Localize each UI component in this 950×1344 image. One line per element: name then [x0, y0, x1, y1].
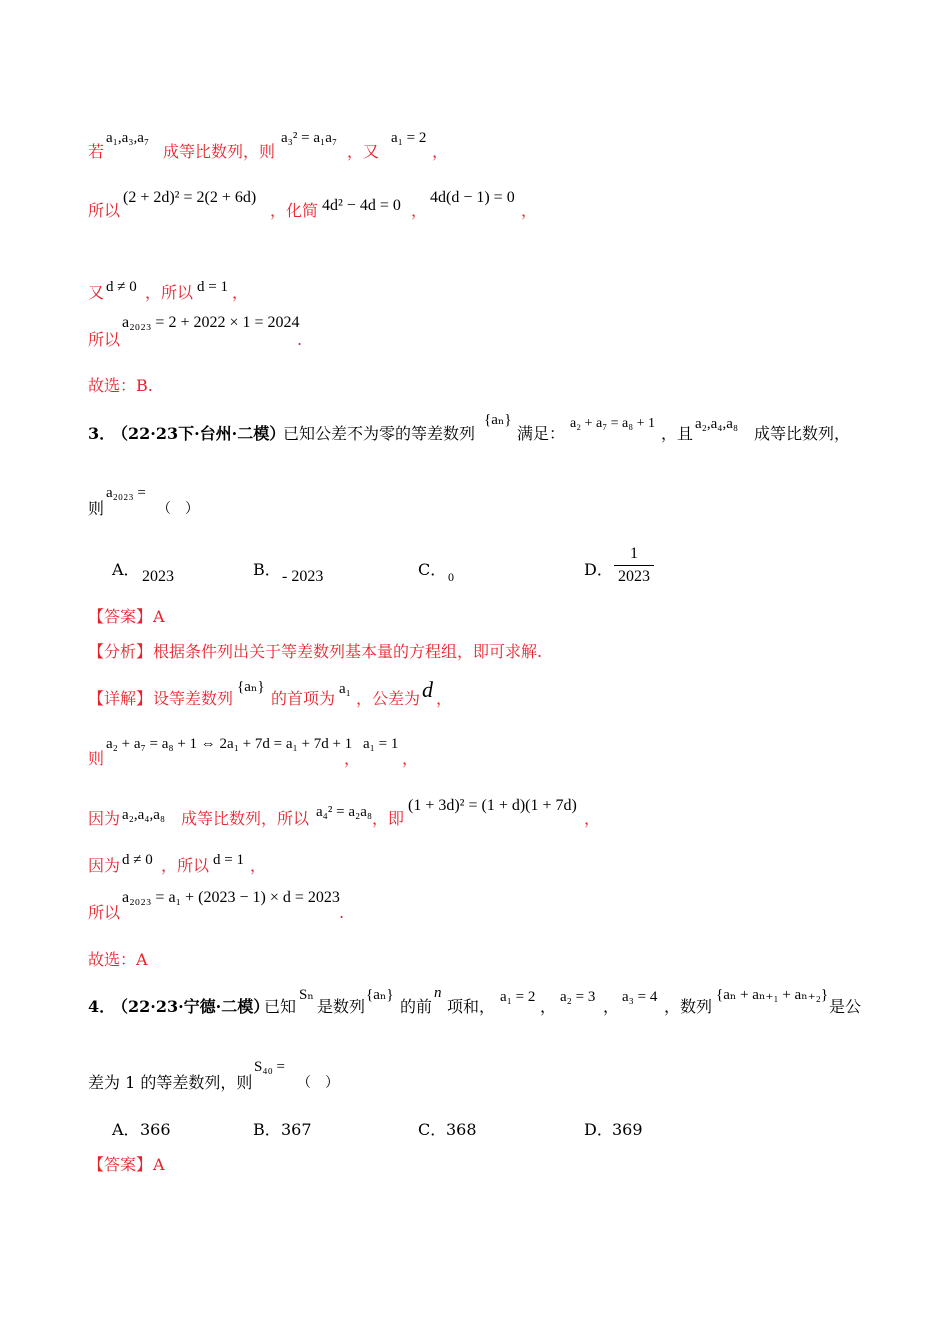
math-eq2: d = 1 [213, 852, 244, 868]
option-value-c: 0 [448, 570, 454, 584]
math-a1: a₁ = 2 [391, 130, 427, 146]
text-cheng: 成等比数列，则 [163, 142, 276, 161]
option-value-a: 366 [140, 1120, 171, 1139]
math-seq: a₁,a₃,a₇ [106, 130, 150, 146]
text-end: ， [432, 142, 449, 161]
option-label-a: A． [112, 1120, 140, 1139]
question-text: 是公 [829, 997, 862, 1016]
text-guxuan: 故选：B. [88, 376, 153, 395]
question-text: ， [540, 997, 557, 1016]
math-d: d [422, 677, 433, 702]
option-label-b: B． [253, 1120, 281, 1139]
math-eq2: (1 + 3d)² = (1 + d)(1 + 7d) [408, 797, 577, 814]
question-text: 满足： [517, 424, 566, 443]
math-eq: d ≠ 0 [122, 852, 153, 868]
option-label-d: D． [584, 1120, 613, 1139]
question-number: 4． [88, 997, 116, 1016]
math-seq2: a₂,a₄,a₈ [695, 416, 739, 432]
answer-tag: 【答案】 [88, 607, 153, 626]
question-text: 成等比数列， [754, 424, 851, 443]
question-text: ，且 [661, 424, 694, 443]
text-suoyi: 所以 [88, 330, 121, 349]
answer-paren: （ ） [157, 501, 199, 517]
fraction-numerator: 1 [630, 545, 638, 562]
text-you: ，又 [347, 142, 380, 161]
math-eq: a₂ + a₇ = a₈ + 1 ⇔ 2a₁ + 7d = a₁ + 7d + 1 [106, 736, 353, 752]
math-seq2: {aₙ + aₙ₊₁ + aₙ₊₂} [716, 987, 829, 1003]
math-eq2: 4d² − 4d = 0 [322, 197, 401, 214]
math-cond: a₂ + a₇ = a₈ + 1 [570, 416, 655, 431]
answer-tag: 【答案】 [88, 1155, 153, 1174]
detail-text: ， [344, 749, 361, 768]
math-sn: Sₙ [299, 987, 314, 1003]
question-text: 已知公差不为零的等差数列 [283, 424, 476, 443]
detail-text: . [339, 903, 345, 922]
final-answer: 故选：A [88, 950, 148, 969]
math-a3: a₃ = 4 [622, 989, 658, 1005]
math-a1: a₁ [339, 681, 351, 697]
math-seq: {aₙ} [237, 679, 265, 695]
math-eq: a₄² = a₂a₈ [316, 804, 373, 820]
option-value-b: - 2023 [282, 568, 324, 585]
detail-tag: 【详解】 [88, 689, 153, 708]
text-suoyi: 所以 [88, 201, 121, 220]
text-end: . [297, 330, 303, 349]
option-label-b: B． [253, 560, 281, 579]
answer-value: A [153, 1155, 165, 1174]
option-label-c: C． [418, 1120, 447, 1139]
fraction-bar [614, 565, 654, 566]
math-expr: a₂₀₂₃ = [106, 485, 146, 501]
question-text: 差为 1 的等差数列，则 [88, 1073, 253, 1092]
text-suoyi: ，所以 [145, 283, 194, 302]
option-value-c: 368 [446, 1120, 477, 1139]
math-eq: a₃² = a₁a₇ [281, 130, 338, 146]
math-a1: a₁ = 2 [500, 989, 536, 1005]
question-text: 已知 [264, 997, 297, 1016]
fraction-denominator: 2023 [618, 568, 650, 585]
math-a2: a₂ = 3 [560, 989, 596, 1005]
answer-value: A [153, 607, 165, 626]
math-seq: a₂,a₄,a₈ [122, 807, 166, 823]
detail-text: ， [436, 689, 453, 708]
option-label-a: A． [112, 560, 140, 579]
math-eq: d ≠ 0 [106, 279, 137, 295]
math-seq: {aₙ} [484, 412, 512, 428]
question-source: （22·23·宁德·二模） [112, 997, 270, 1016]
text-you: 又 [88, 283, 105, 302]
option-label-c: C． [418, 560, 447, 579]
text-ruo: 若 [88, 142, 105, 161]
detail-text: ， [584, 809, 601, 828]
question-text: ，数列 [664, 997, 713, 1016]
question-text: ， [603, 997, 620, 1016]
option-value-d [614, 545, 654, 586]
math-seq: {aₙ} [366, 987, 394, 1003]
math-eq2: a₁ = 1 [363, 736, 399, 752]
math-n: n [434, 985, 442, 1001]
option-value-d: 369 [612, 1120, 643, 1139]
text-end: ， [521, 201, 538, 220]
detail-text: ， [402, 749, 419, 768]
text-end: ， [232, 283, 249, 302]
math-eq3: 4d(d − 1) = 0 [430, 189, 515, 206]
detail-text: 的首项为 [271, 689, 336, 708]
analysis-tag: 【分析】 [88, 642, 153, 661]
detail-text: 则 [88, 749, 105, 768]
math-eq: a₂₀₂₃ = 2 + 2022 × 1 = 2024 [122, 314, 300, 331]
detail-text: ，即 [372, 809, 405, 828]
question-text: 则 [88, 499, 105, 518]
detail-text: 因为 [88, 856, 121, 875]
detail-text: 因为 [88, 809, 121, 828]
question-source: （22·23下·台州·二模） [112, 424, 286, 443]
math-eq: (2 + 2d)² = 2(2 + 6d) [123, 189, 257, 206]
question-text: 是数列 [317, 997, 366, 1016]
answer-paren: （ ） [297, 1075, 339, 1091]
analysis-text: 根据条件列出关于等差数列基本量的方程组，即可求解. [153, 642, 543, 661]
detail-text: 成等比数列，所以 [181, 809, 310, 828]
option-label-d: D． [584, 560, 613, 579]
detail-text: ， [250, 856, 267, 875]
math-eq: a₂₀₂₃ = a₁ + (2023 − 1) × d = 2023 [122, 889, 340, 906]
math-eq2: d = 1 [197, 279, 228, 295]
option-value-b: 367 [281, 1120, 312, 1139]
detail-text: ，公差为 [356, 689, 421, 708]
detail-text: 所以 [88, 903, 121, 922]
question-text: 项和， [447, 997, 496, 1016]
question-text: 的前 [400, 997, 433, 1016]
math-expr: S₄₀ = [254, 1059, 286, 1075]
option-value-a: 2023 [142, 568, 174, 585]
detail-text: ，所以 [161, 856, 210, 875]
text-huajian: ，化简 [270, 201, 319, 220]
detail-text: 设等差数列 [153, 689, 234, 708]
text-comma: ， [411, 201, 428, 220]
question-number: 3． [88, 424, 116, 443]
